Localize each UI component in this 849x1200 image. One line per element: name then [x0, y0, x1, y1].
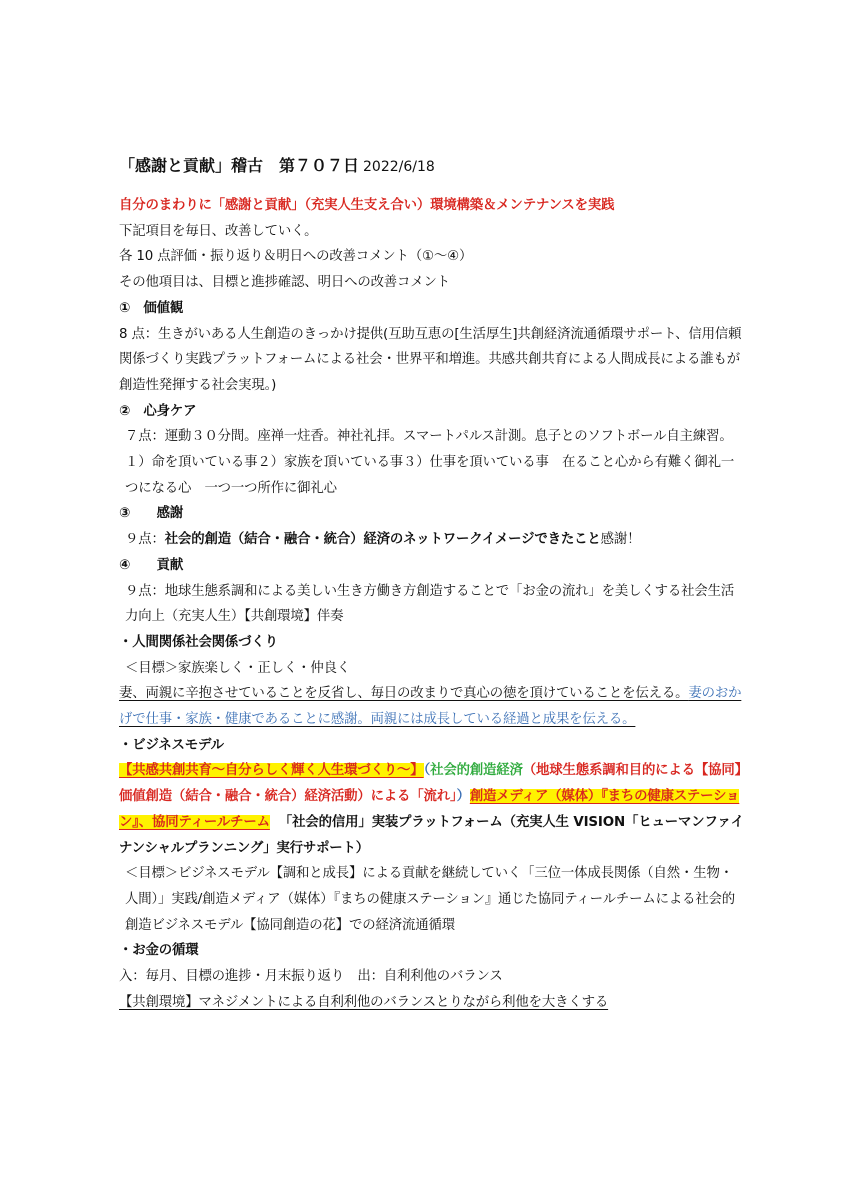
business-part-7: 「社会的信用」実装プラットフォーム（充実人生 VISION「ヒューマンファイナンシャルプランニング」実行サポート）	[119, 814, 744, 856]
money-text: 入：毎月、目標の進捗・月末振り返り 出：自利利他のバランス	[119, 969, 503, 985]
thanks-text-tail: 感謝！	[600, 532, 641, 548]
money-underline: 【共創環境】マネジメントによる自利利他のバランスとりながら利他を大きくする	[119, 994, 609, 1010]
document-body	[119, 193, 744, 1016]
values-heading: ① 価値観	[119, 300, 184, 316]
values-text: 8 点：生きがいある人生創造のきっかけ提供(互助互恵の[生活厚生]共創経済流通循環サポート、信用信頼関係づくり実践プラットフォームによる社会・世界平和増進。共感共創共育による人間成長による誰もが創造性発揮する社会実現。)	[119, 326, 742, 393]
care-text-1: ７点：運動３０分間。座禅一炷香。神社礼拝。スマートパルス計測。息子とのソフトボール自主練習。	[125, 429, 733, 445]
intro-line-3: その他項目は、目標と進捗確認、明日への改善コメント	[119, 275, 451, 291]
title-main: 「感謝と貢献」稽古 第７０７日	[119, 156, 360, 175]
thanks-text-bold: 社会的創造（結合・融合・統合）経済のネットワークイメージできたこと	[164, 532, 601, 548]
relations-text-black: 妻、両親に辛抱させていることを反省し、毎日の改まりで真心の徳を頂けていることを伝える。	[119, 686, 689, 702]
business-part-6: 創造メディア（媒体）『まちの健康ステーション』、協同ティールチーム	[119, 789, 740, 830]
business-part-3: 社会的創造経済	[430, 763, 523, 779]
care-text-2: １）命を頂いている事２）家族を頂いている事３）仕事を頂いている事 在ること心から有難く御礼一つになる心 一つ一つ所作に御礼心	[125, 455, 735, 496]
relations-heading: ・人間関係社会関係づくり	[119, 634, 278, 650]
business-goal: ＜目標＞ビジネスモデル【調和と成長】による貢献を継続していく「三位一体成長関係（自然・生物・人間）」実践/創造メディア（媒体）『まちの健康ステーション』通じた協同ティールチームによる社会的創造ビジネスモデル【協同創造の花】での経済流通循環	[125, 866, 736, 933]
contribution-text: ９点：地球生態系調和による美しい生き方働き方創造することで「お金の流れ」を美しくする社会生活力向上（充実人生）【共創環境】伴奏	[125, 583, 735, 625]
business-part-5: ）	[456, 789, 470, 805]
business-part-4: （地球生態系調和目的による【協同】価値創造（結合・融合・統合）経済活動）による「流れ」	[119, 763, 742, 805]
business-model-text	[119, 758, 744, 861]
intro-headline: 自分のまわりに「感謝と貢献」（充実人生支え合い）環境構築＆メンテナンスを実践	[119, 198, 615, 213]
thanks-text	[119, 527, 744, 553]
relations-text-blue: 妻のおかげで仕事・家族・健康であることに感謝。両親には成長している経過と成果を伝える。	[119, 686, 742, 728]
thanks-score: ９点：	[125, 532, 165, 548]
care-heading: ② 心身ケア	[119, 403, 197, 419]
business-part-2: （	[423, 763, 431, 779]
title-date: 2022/6/18	[363, 159, 435, 175]
thanks-heading: ③ 感謝	[119, 506, 184, 522]
business-heading: ・ビジネスモデル	[119, 737, 224, 753]
business-part-1: 【共感共創共育～自分らしく輝く人生環づくり～】	[119, 763, 424, 779]
contribution-heading: ④ 貢献	[119, 557, 184, 573]
relations-text	[119, 681, 744, 732]
intro-line-1: 下記項目を毎日、改善していく。	[119, 223, 318, 239]
relations-goal: ＜目標＞家族楽しく・正しく・仲良く	[125, 660, 351, 676]
money-heading: ・お金の循環	[119, 943, 199, 959]
document-title	[119, 153, 435, 176]
intro-line-2: 各 10 点評価・振り返り＆明日への改善コメント（①～④）	[119, 249, 473, 265]
